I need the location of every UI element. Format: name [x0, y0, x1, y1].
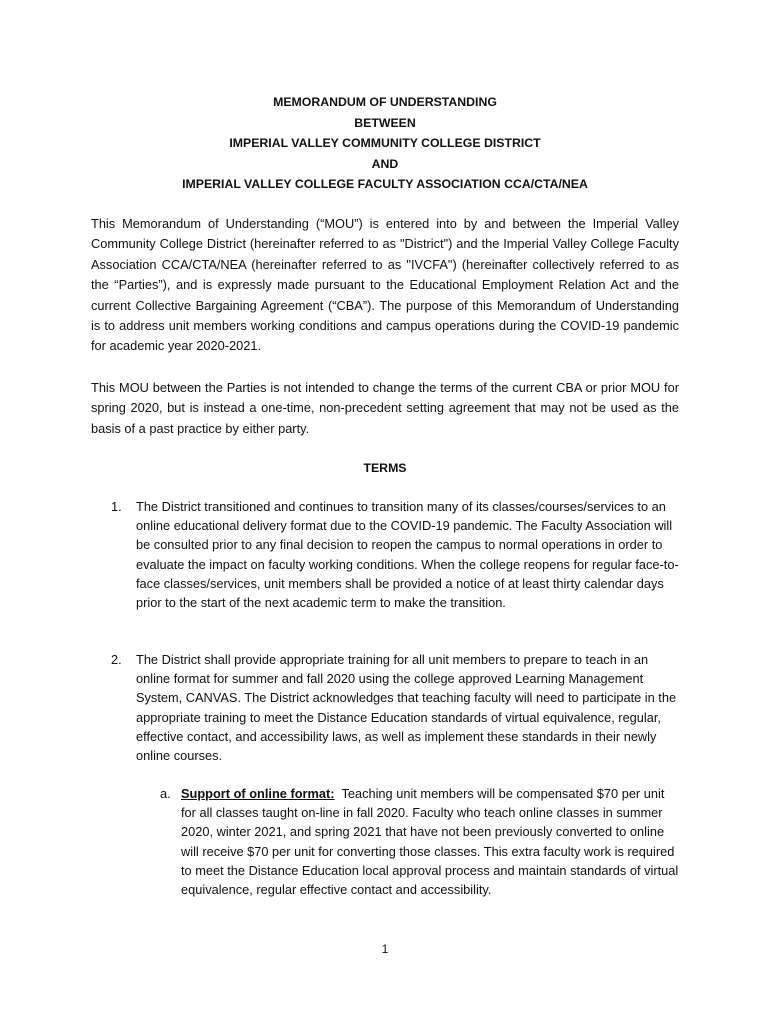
terms-item-text: The District shall provide appropriate training for all unit members to prepare to teach in an online format for summer and fall 2020 using the college approved Learning Management System, CANVAS. The District acknowledges that teaching faculty will need to participate in the appropriate training to meet the Distance Education standards of virtual equivalence, regular, effective contact, and accessibility laws, as well as implement these standards in their newly online courses. [136, 652, 677, 764]
terms-subitem-letter: a. [160, 786, 171, 801]
terms-subitem-heading: Support of online format: [181, 786, 335, 801]
title-line-district: IMPERIAL VALLEY COMMUNITY COLLEGE DISTRICT [229, 136, 541, 150]
memorandum-title-block [0, 92, 770, 195]
terms-item [111, 497, 681, 612]
terms-item [111, 650, 681, 765]
page-number: 1 [381, 942, 389, 956]
intro-paragraph: This Memorandum of Understanding (“MOU”) is entered into by and between the Imperial Valley Community College District (hereinafter referred to as "District") and the Imperial Valley College Faculty Association CCA/CTA/NEA (hereinafter referred to as "IVCFA") (hereinafter collectively referred to as the “Parties”), and is expressly made pursuant to the Educational Employment Relation Act and the current Collective Bargaining Agreement (“CBA”). The purpose of this Memorandum of Understanding is to address unit members working conditions and campus operations during the COVID-19 pandemic for academic year 2020-2021. [91, 216, 679, 354]
terms-subitem-body [181, 784, 682, 899]
title-line-memorandum: MEMORANDUM OF UNDERSTANDING [273, 95, 497, 109]
title-line-association: IMPERIAL VALLEY COLLEGE FACULTY ASSOCIATION CCA/CTA/NEA [182, 177, 588, 191]
terms-subitem-text: Teaching unit members will be compensated $70 per unit for all classes taught on-line in fall 2020. Faculty who teach online classes in summer 2020, winter 2021, and spring 2021 that have not been previously converted to online will receive $70 per unit for converting those classes. This extra faculty work is required to meet the Distance Education local approval process and maintain standards of virtual equivalence, regular effective contact and accessibility. [181, 786, 679, 898]
terms-item-text: The District transitioned and continues to transition many of its classes/courses/services to an online educational delivery format due to the COVID-19 pandemic. The Faculty Association will be consulted prior to any final decision to reopen the campus to normal operations in order to evaluate the impact on faculty working conditions. When the college reopens for regular face-to-face classes/services, unit members shall be provided a notice of at least thirty calendar days prior to the start of the next academic term to make the transition. [136, 499, 679, 611]
title-line-and: AND [371, 156, 399, 171]
title-line-between: BETWEEN [354, 115, 416, 130]
terms-subitem [160, 784, 682, 899]
terms-item-number: 2. [111, 652, 122, 667]
scope-paragraph: This MOU between the Parties is not intended to change the terms of the current CBA or prior MOU for spring 2020, but is instead a one-time, non-precedent setting agreement that may not be used as the basis of a past practice by either party. [91, 380, 679, 436]
terms-item-number: 1. [111, 499, 122, 514]
terms-heading: TERMS [363, 461, 407, 475]
